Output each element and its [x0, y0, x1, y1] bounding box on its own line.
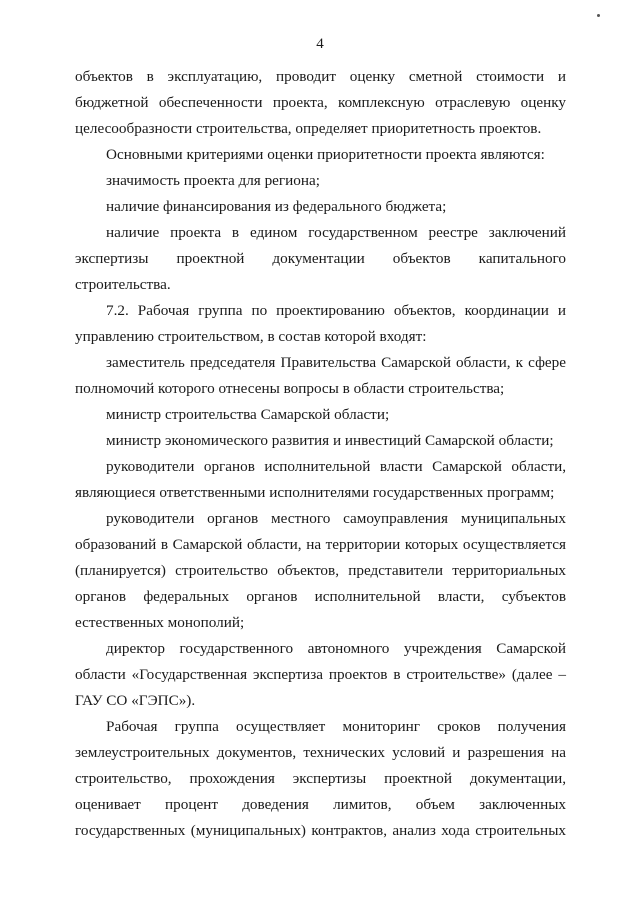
list-item-criterion-registry: наличие проекта в едином государственном реестре заключений экспертизы проектной документации объектов капитального строительства. [75, 224, 566, 293]
list-item-economy-minister: министр экономического развития и инвестиций Самарской области; [106, 432, 554, 449]
paragraph-section-7-2: 7.2. Рабочая группа по проектированию объектов, координации и управлению строительством, в состав которой входят: [75, 302, 566, 345]
list-item-criterion-funding: наличие финансирования из федерального бюджета; [106, 198, 447, 215]
paragraph-continuation: объектов в эксплуатацию, проводит оценку сметной стоимости и бюджетной обеспеченности проекта, комплексную отраслевую оценку целесообразности строительства, определяет приоритетность проектов. [75, 68, 566, 137]
paragraph-criteria-intro: Основными критериями оценки приоритетности проекта являются: [106, 146, 545, 163]
list-item-municipal-heads: руководители органов местного самоуправления муниципальных образований в Самарской области, на территории которых осуществляется (планируется) строительство объектов, представители территориальных органов федеральных органов исполнительной власти, субъектов естественных монополий; [75, 510, 566, 631]
page-number: 4 [316, 36, 324, 52]
paragraph-working-group-monitoring: Рабочая группа осуществляет мониторинг сроков получения землеустроительных документов, технических условий и разрешения на строительство, прохождения экспертизы проектной документации, оценивает процент доведения лимитов, объем заключенных государственных (муниципальных) контрактов, анализ хода строительных [75, 718, 566, 839]
scan-speck [597, 14, 600, 17]
list-item-criterion-significance: значимость проекта для региона; [106, 172, 320, 189]
list-item-construction-minister: министр строительства Самарской области; [106, 406, 390, 423]
list-item-deputy-chairman: заместитель председателя Правительства Самарской области, к сфере полномочий которого отнесены вопросы в области строительства; [75, 354, 566, 397]
document-body [75, 64, 566, 844]
list-item-executive-heads: руководители органов исполнительной власти Самарской области, являющиеся ответственными исполнителями государственных программ; [75, 458, 566, 501]
list-item-gau-director: директор государственного автономного учреждения Самарской области «Государственная экспертиза проектов в строительстве» (далее – ГАУ СО «ГЭПС»). [75, 640, 566, 709]
